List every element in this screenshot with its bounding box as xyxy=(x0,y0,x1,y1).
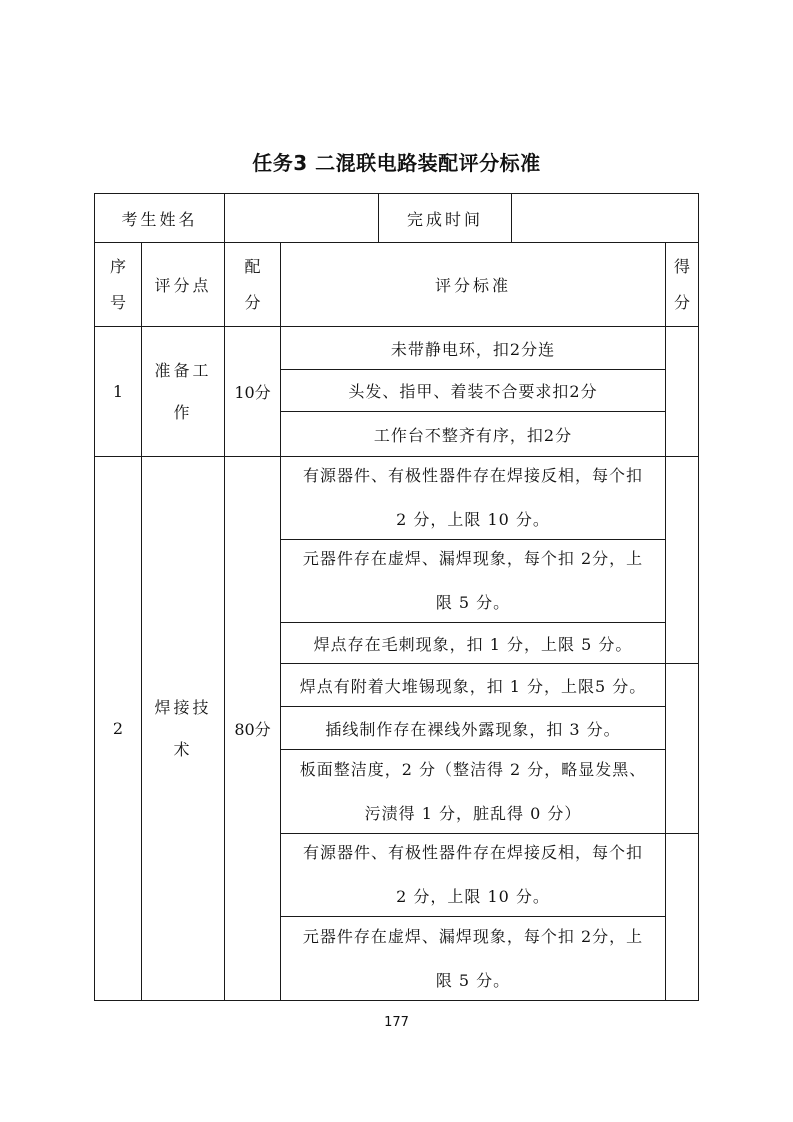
section-1-weight: 10分 xyxy=(234,383,271,402)
section-2-criterion-7-line2: 2 分，上限 10 分。 xyxy=(396,887,550,906)
column-header-score-line1: 得 xyxy=(673,256,690,276)
section-2-criterion-8-line2: 限 5 分。 xyxy=(435,970,511,990)
section-2-criterion-6 xyxy=(281,750,665,833)
section-2-criterion-3: 焊点存在毛刺现象，扣 1 分，上限 5 分。 xyxy=(313,634,633,654)
section-1-criterion-2: 头发、指甲、着装不合要求扣2分 xyxy=(348,382,598,401)
section-2-criterion-4: 焊点有附着大堆锡现象，扣 1 分，上限5 分。 xyxy=(299,676,647,696)
section-1-point-line2: 作 xyxy=(173,402,193,422)
column-header-criteria: 评分标准 xyxy=(434,276,511,295)
section-2-seq: 2 xyxy=(112,719,124,738)
section-2-point-line1: 焊接技 xyxy=(154,697,212,717)
section-2-score-field-a[interactable] xyxy=(666,457,698,663)
section-2-criterion-8 xyxy=(281,917,665,1000)
column-header-weight-line1: 配 xyxy=(244,256,261,276)
column-header-weight xyxy=(225,243,280,326)
section-1-point xyxy=(142,327,224,456)
section-2-point xyxy=(142,457,224,1000)
time-label: 完成时间 xyxy=(406,209,483,229)
section-2-criterion-7 xyxy=(281,834,665,916)
column-header-weight-line2: 分 xyxy=(244,292,261,312)
section-2-criterion-7-line1: 有源器件、有极性器件存在焊接反相，每个扣 xyxy=(302,843,643,862)
section-2-point-line2: 术 xyxy=(173,739,193,759)
section-2-criterion-1 xyxy=(281,457,665,539)
page-number: 177 xyxy=(384,1015,409,1030)
section-1-seq: 1 xyxy=(112,382,124,401)
section-2-criterion-1-line2: 2 分，上限 10 分。 xyxy=(396,510,550,529)
section-1-criterion-3: 工作台不整齐有序，扣2分 xyxy=(373,425,573,445)
column-header-seq-line1: 序 xyxy=(109,256,126,276)
section-2-weight: 80分 xyxy=(234,720,271,739)
section-2-criterion-6-line1: 板面整洁度，2 分（整洁得 2 分，略显发黑、 xyxy=(299,759,647,779)
column-header-point: 评分点 xyxy=(154,276,212,295)
column-header-score-line2: 分 xyxy=(673,292,690,312)
time-field[interactable] xyxy=(512,194,698,242)
column-header-seq-line2: 号 xyxy=(109,292,126,312)
section-2-criterion-6-line2: 污渍得 1 分，脏乱得 0 分） xyxy=(364,803,582,823)
section-2-criterion-2-line1: 元器件存在虚焊、漏焊现象，每个扣 2分，上 xyxy=(302,549,644,568)
column-header-score xyxy=(666,243,698,326)
column-header-seq xyxy=(95,243,141,326)
section-2-criterion-2-line2: 限 5 分。 xyxy=(435,593,511,612)
section-2-score-field-c[interactable] xyxy=(666,834,698,1000)
section-1-score-field[interactable] xyxy=(666,327,698,456)
section-2-criterion-8-line1: 元器件存在虚焊、漏焊现象，每个扣 2分，上 xyxy=(302,926,644,946)
section-1-point-line1: 准备工 xyxy=(154,360,212,380)
section-2-criterion-2 xyxy=(281,540,665,622)
section-2-criterion-5: 插线制作存在裸线外露现象，扣 3 分。 xyxy=(325,719,621,739)
page-title: 任务3 二混联电路装配评分标准 xyxy=(252,151,541,175)
section-2-criterion-1-line1: 有源器件、有极性器件存在焊接反相，每个扣 xyxy=(302,466,643,485)
section-1-criterion-1: 未带静电环，扣2分连 xyxy=(390,339,556,359)
section-2-score-field-b[interactable] xyxy=(666,664,698,833)
name-field[interactable] xyxy=(225,194,378,242)
name-label: 考生姓名 xyxy=(121,209,198,229)
